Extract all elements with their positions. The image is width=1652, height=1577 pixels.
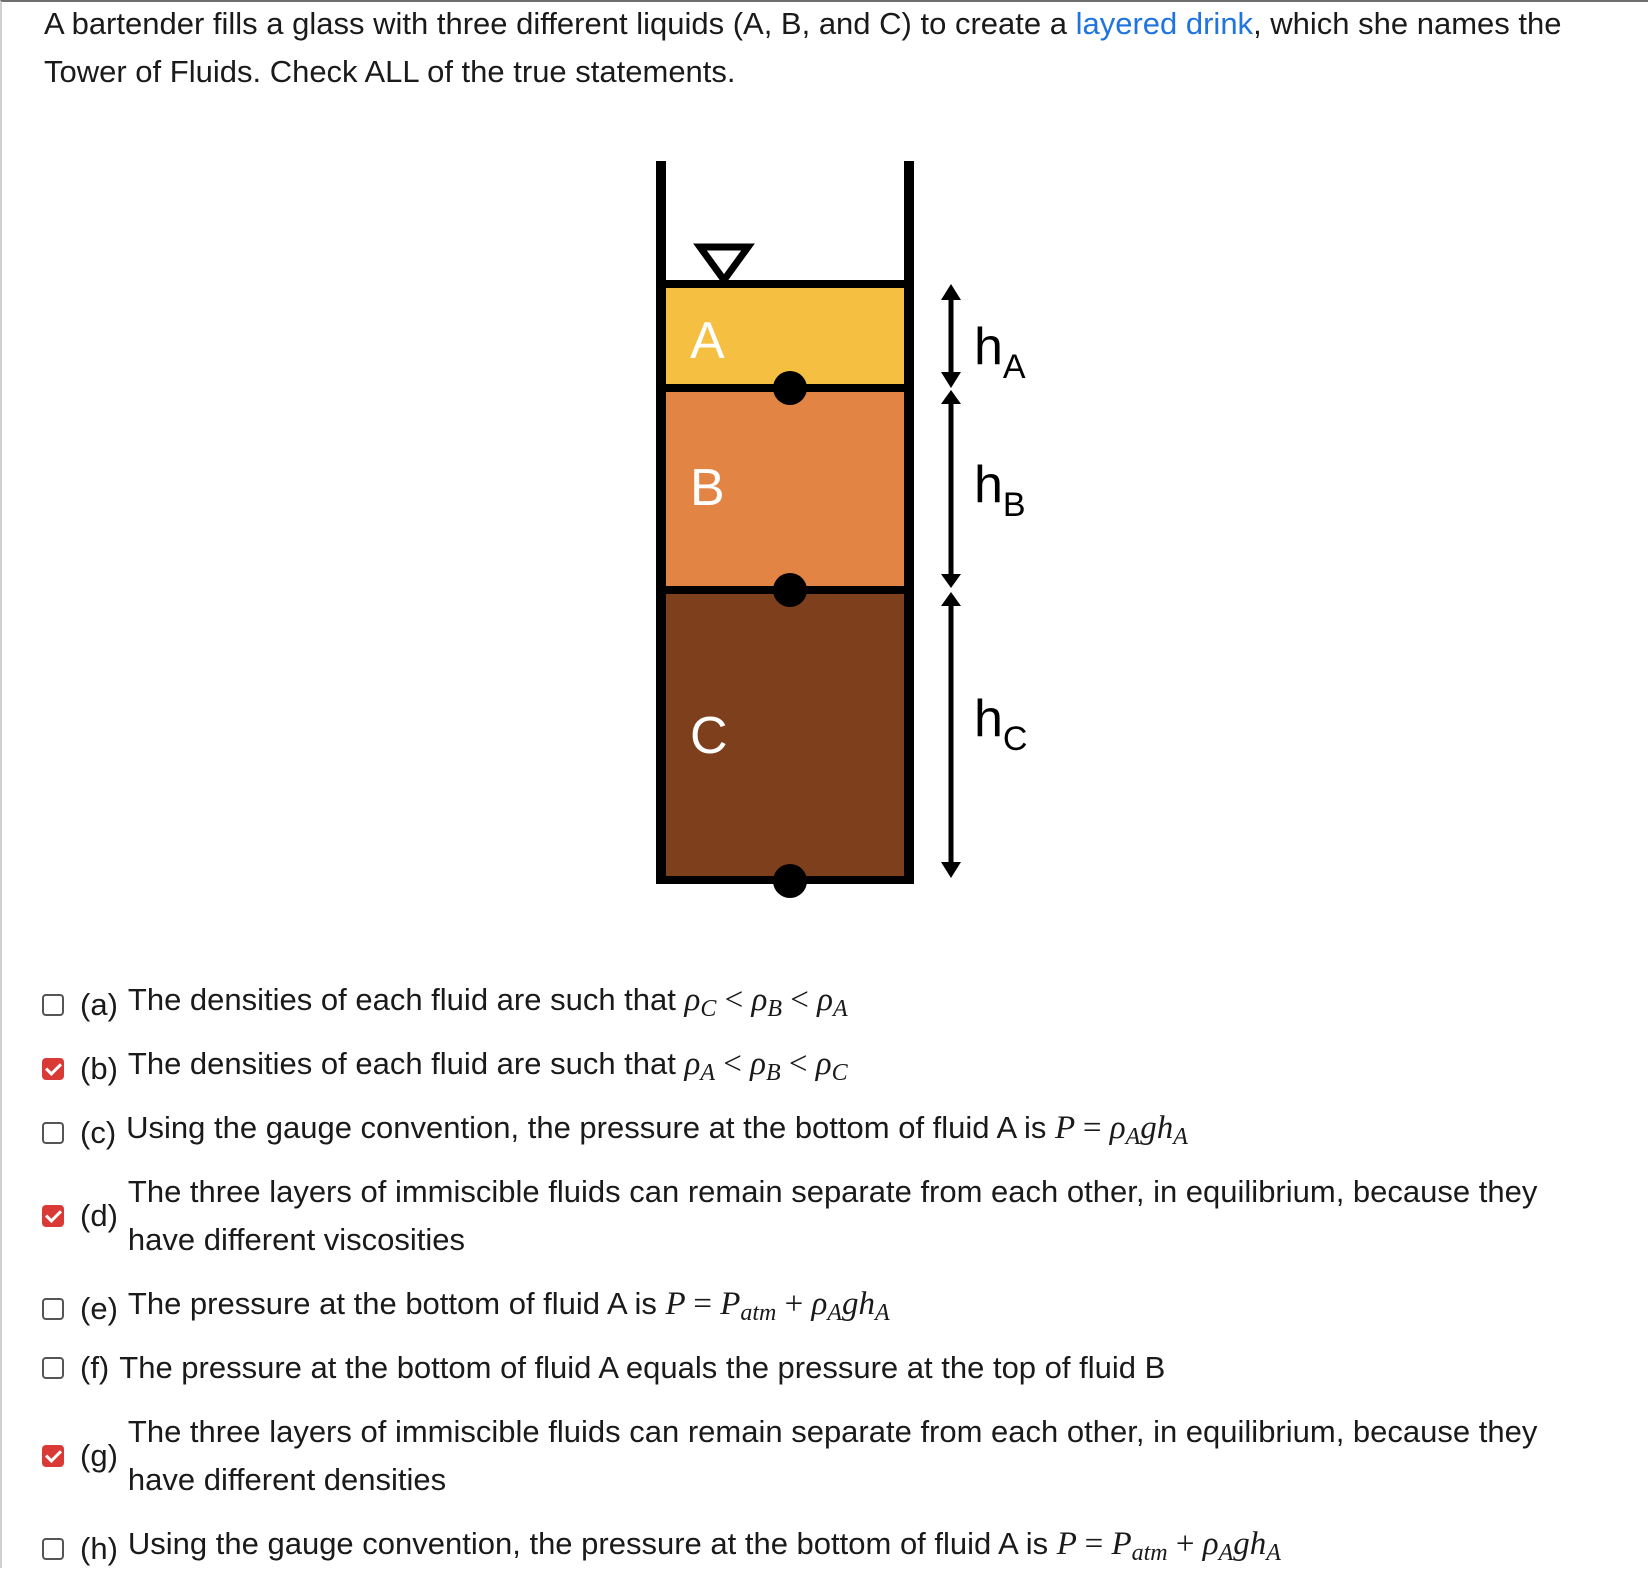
option-letter: (g) bbox=[80, 1438, 118, 1473]
option-math: $P = P_{atm} + \rho_Agh_A$ bbox=[665, 1286, 890, 1326]
height-label-a: $h_A$ bbox=[974, 318, 1026, 386]
question-text-start: A bartender fills a glass with three different liquids (A, B, and C) to create a bbox=[44, 6, 1076, 41]
option-letter: (a) bbox=[80, 986, 118, 1022]
option-math: $\rho_C < \rho_B < \rho_A$ bbox=[684, 982, 848, 1022]
checkbox-d[interactable] bbox=[42, 1205, 64, 1227]
option-c[interactable] bbox=[42, 1104, 1188, 1161]
checkbox-c[interactable] bbox=[42, 1122, 64, 1144]
dimension-arrows bbox=[941, 284, 961, 878]
checkbox-f[interactable] bbox=[42, 1357, 64, 1379]
option-text: The densities of each fluid are such that $\rho_C < \rho_B < \rho_A$ bbox=[127, 982, 848, 1022]
checkbox-e[interactable] bbox=[42, 1298, 64, 1320]
option-letter: (f) bbox=[80, 1350, 110, 1385]
option-text: The pressure at the bottom of fluid A is $P = P_{atm} + \rho_Agh_A$ bbox=[127, 1286, 890, 1326]
point-bottom-c bbox=[773, 864, 807, 898]
layer-label-b: B bbox=[690, 459, 725, 517]
option-text: The pressure at the bottom of fluid A equals the pressure at the top of fluid B bbox=[119, 1350, 1166, 1385]
point-bottom-b bbox=[773, 573, 807, 607]
option-text: The three layers of immiscible fluids can remain separate from each other, in equilibrium, because they have different viscosities bbox=[127, 1174, 1538, 1257]
layer-label-c: C bbox=[690, 707, 728, 765]
option-d[interactable] bbox=[42, 1168, 1558, 1264]
option-letter: (b) bbox=[80, 1050, 118, 1086]
option-g[interactable] bbox=[42, 1408, 1558, 1504]
layered-drink-link[interactable]: layered drink bbox=[1075, 6, 1254, 41]
option-a[interactable] bbox=[42, 976, 848, 1033]
question-text-end: , which she names the Tower of Fluids. Check ALL of the true statements. bbox=[44, 6, 1562, 89]
option-math: $\rho_A < \rho_B < \rho_C$ bbox=[684, 1046, 848, 1086]
checkbox-h[interactable] bbox=[42, 1538, 64, 1560]
free-surface-icon bbox=[700, 247, 748, 280]
checkbox-g[interactable] bbox=[42, 1445, 64, 1467]
option-text: The three layers of immiscible fluids can remain separate from each other, in equilibrium, because they have different densities bbox=[127, 1414, 1538, 1497]
checkbox-a[interactable] bbox=[42, 994, 64, 1016]
point-bottom-a bbox=[773, 371, 807, 405]
height-label-b: $h_B$ bbox=[974, 456, 1026, 524]
option-h[interactable] bbox=[42, 1520, 1281, 1577]
option-text: The densities of each fluid are such that $\rho_A < \rho_B < \rho_C$ bbox=[127, 1046, 848, 1086]
option-letter: (d) bbox=[80, 1198, 118, 1233]
layer-label-a: A bbox=[690, 312, 725, 370]
option-letter: (e) bbox=[80, 1290, 118, 1326]
option-math: $P = P_{atm} + \rho_Agh_A$ bbox=[1056, 1526, 1281, 1566]
option-letter: (h) bbox=[80, 1530, 118, 1566]
option-text: Using the gauge convention, the pressure at the bottom of fluid A is $P = \rho_Agh_A$ bbox=[126, 1110, 1188, 1150]
option-b[interactable] bbox=[42, 1040, 848, 1097]
option-text: Using the gauge convention, the pressure at the bottom of fluid A is $P = P_{atm} + \rho_Agh_A$ bbox=[127, 1526, 1281, 1566]
option-math: $P = \rho_Agh_A$ bbox=[1055, 1110, 1188, 1150]
checkbox-b[interactable] bbox=[42, 1058, 64, 1080]
option-e[interactable] bbox=[42, 1280, 890, 1337]
height-label-c: $h_C$ bbox=[974, 690, 1028, 758]
option-letter: (c) bbox=[80, 1114, 117, 1150]
option-f[interactable] bbox=[42, 1344, 1165, 1392]
